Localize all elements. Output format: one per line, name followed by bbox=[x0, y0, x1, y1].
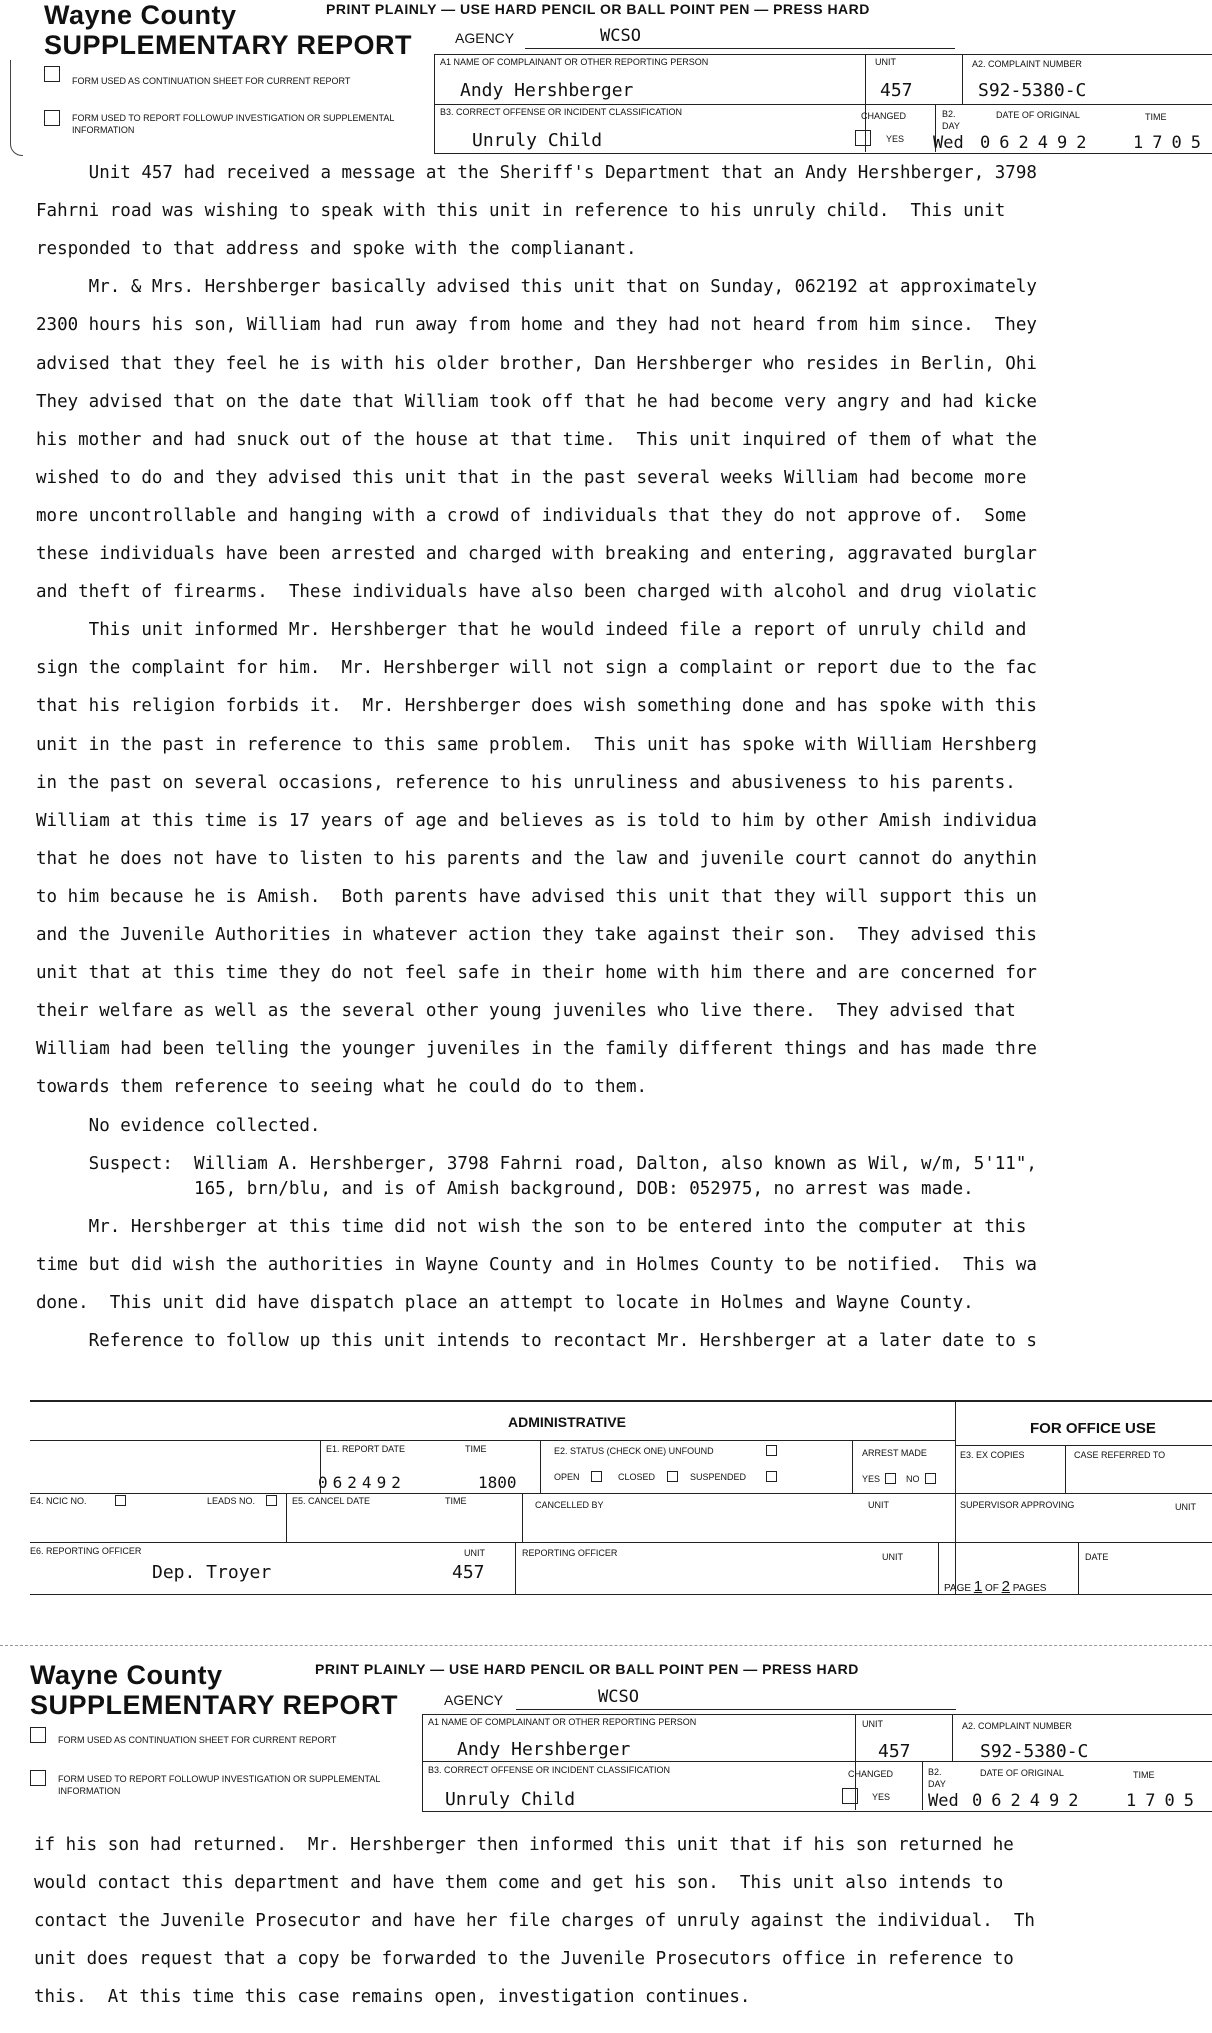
unit-label: UNIT bbox=[875, 57, 896, 67]
report-date-digit: 0 bbox=[318, 1473, 333, 1492]
agency-label: AGENCY bbox=[455, 30, 515, 46]
narrative-line: this. At this time this case remains open, investigation continues. bbox=[34, 1987, 751, 2007]
e1-time-label: TIME bbox=[465, 1444, 487, 1454]
report-title: SUPPLEMENTARY REPORT bbox=[44, 30, 413, 60]
grid-divider bbox=[952, 1714, 953, 1761]
date-digit: 6 bbox=[991, 1791, 1011, 1811]
b3-label: B3. CORRECT OFFENSE OR INCIDENT CLASSIFICATION bbox=[428, 1765, 671, 1775]
narrative-line: in the past on several occasions, reference to his unruliness and abusiveness to his parents. bbox=[36, 772, 1016, 793]
report-title: SUPPLEMENTARY REPORT bbox=[30, 1690, 399, 1720]
day-value: Wed bbox=[933, 133, 964, 153]
followup-checkbox[interactable] bbox=[30, 1770, 46, 1786]
unit-number: 457 bbox=[880, 80, 913, 101]
b3-label: B3. CORRECT OFFENSE OR INCIDENT CLASSIFICATION bbox=[440, 107, 683, 117]
grid-divider bbox=[434, 104, 1212, 105]
page-2 bbox=[0, 1655, 1212, 2033]
closed-label: CLOSED bbox=[618, 1472, 656, 1482]
time-label: TIME bbox=[1145, 112, 1167, 122]
date-digit: 6 bbox=[999, 133, 1019, 153]
continuation-checkbox[interactable] bbox=[44, 66, 60, 82]
offense-classification: Unruly Child bbox=[445, 1789, 576, 1810]
date-digits bbox=[980, 133, 1096, 153]
narrative-line: if his son had returned. Mr. Hershberger then informed this unit that if his son returned he bbox=[34, 1835, 1014, 1855]
narrative-line: to him because he is Amish. Both parents have advised this unit that they will support this un bbox=[36, 886, 1037, 907]
cancel-unit-label: UNIT bbox=[868, 1500, 889, 1510]
admin-divider bbox=[522, 1493, 523, 1542]
narrative-line: responded to that address and spoke with the complianant. bbox=[36, 239, 637, 260]
followup-checkbox[interactable] bbox=[44, 110, 60, 126]
followup-label: FORM USED TO REPORT FOLLOWUP INVESTIGATION OR SUPPLEMENTAL INFORMATION bbox=[72, 113, 395, 135]
time-digit: 1 bbox=[1126, 1791, 1146, 1811]
pages-label: PAGES bbox=[1012, 1583, 1047, 1594]
changed-yes-checkbox[interactable] bbox=[842, 1788, 858, 1804]
continuation-checkbox[interactable] bbox=[30, 1727, 46, 1743]
time-label: TIME bbox=[1133, 1770, 1155, 1780]
complainant-name: Andy Hershberger bbox=[460, 80, 634, 101]
date-digit: 2 bbox=[1018, 133, 1038, 153]
date-digit: 2 bbox=[1076, 133, 1096, 153]
case-referred-label: CASE REFERRED TO bbox=[1074, 1450, 1166, 1460]
admin-divider bbox=[1065, 1445, 1066, 1493]
e3-label: E3. EX COPIES bbox=[960, 1450, 1025, 1460]
a1-label: A1 NAME OF COMPLAINANT OR OTHER REPORTING PERSON bbox=[440, 57, 709, 67]
changed-yes-label: YES bbox=[886, 134, 905, 144]
offense-classification: Unruly Child bbox=[472, 130, 603, 151]
date-digit: 0 bbox=[972, 1791, 992, 1811]
day-label: DAY bbox=[928, 1779, 946, 1789]
date-digit: 9 bbox=[1057, 133, 1077, 153]
unit-label: UNIT bbox=[862, 1719, 883, 1729]
time-digit: 5 bbox=[1183, 1791, 1203, 1811]
narrative-line: Reference to follow up this unit intends to recontact Mr. Hershberger at a later date to s bbox=[36, 1331, 1037, 1352]
date-digit: 4 bbox=[1029, 1791, 1049, 1811]
reporting-officer-name: Dep. Troyer bbox=[152, 1562, 272, 1583]
unit-number: 457 bbox=[878, 1741, 911, 1762]
report-time: 1800 bbox=[478, 1473, 517, 1492]
e2-label: E2. STATUS (CHECK ONE) UNFOUND bbox=[554, 1446, 714, 1456]
b2-label: B2. bbox=[928, 1767, 942, 1777]
agency-underline bbox=[525, 48, 955, 49]
narrative-line: Suspect: William A. Hershberger, 3798 Fahrni road, Dalton, also known as Wil, w/m, 5'11", bbox=[36, 1153, 1037, 1174]
time-digit: 5 bbox=[1190, 133, 1210, 153]
grid-divider bbox=[422, 1761, 1212, 1762]
admin-divider bbox=[1078, 1542, 1079, 1594]
time-digit: 0 bbox=[1164, 1791, 1184, 1811]
b2-label: B2. bbox=[942, 109, 956, 119]
narrative-line: unit that at this time they do not feel safe in their home with him there and are concerned for bbox=[36, 963, 1037, 984]
narrative-line: advised that they feel he is with his older brother, Dan Hershberger who resides in Berlin, Ohi bbox=[36, 353, 1037, 374]
time-digit: 0 bbox=[1171, 133, 1191, 153]
narrative-line: Mr. & Mrs. Hershberger basically advised this unit that on Sunday, 062192 at approximately bbox=[36, 277, 1037, 298]
handwritten-bracket bbox=[10, 60, 23, 156]
narrative-line: that he does not have to listen to his parents and the law and juvenile court cannot do anythin bbox=[36, 848, 1037, 869]
narrative-line: Fahrni road was wishing to speak with this unit in reference to his unruly child. This unit bbox=[36, 201, 1006, 222]
date-digit: 0 bbox=[980, 133, 1000, 153]
date-digit: 2 bbox=[1010, 1791, 1030, 1811]
narrative-line: contact the Juvenile Prosecutor and have her file charges of unruly against the individual. Th bbox=[34, 1911, 1035, 1931]
admin-divider bbox=[30, 1440, 955, 1441]
grid-divider bbox=[922, 1761, 923, 1810]
narrative-line: wished to do and they advised this unit that in the past several weeks William had become more bbox=[36, 467, 1027, 488]
continuation-label: FORM USED AS CONTINUATION SHEET FOR CURRENT REPORT bbox=[58, 1735, 337, 1745]
grid-divider bbox=[962, 54, 963, 104]
narrative-line: unit does request that a copy be forwarded to the Juvenile Prosecutors office in reference to bbox=[34, 1949, 1014, 1969]
agency-value: WCSO bbox=[600, 26, 641, 46]
county-name: Wayne County bbox=[30, 1660, 223, 1690]
admin-divider bbox=[852, 1440, 853, 1493]
arrest-no-label: NO bbox=[906, 1474, 920, 1484]
page-separator bbox=[0, 1645, 1212, 1646]
narrative-line: and the Juvenile Authorities in whatever action they take against their son. They advised this bbox=[36, 925, 1037, 945]
narrative-line: sign the complaint for him. Mr. Hershberger will not sign a complaint or report due to the fac bbox=[36, 658, 1037, 679]
complaint-number: S92-5380-C bbox=[978, 80, 1087, 101]
report-date-digits bbox=[318, 1473, 406, 1492]
date-original-label: DATE OF ORIGINAL bbox=[980, 1768, 1064, 1778]
date-digit: 9 bbox=[1049, 1791, 1069, 1811]
page-count bbox=[944, 1578, 1046, 1595]
agency-underline bbox=[516, 1709, 956, 1710]
reporting-officer-label: REPORTING OFFICER bbox=[522, 1548, 618, 1558]
arrest-yes-checkbox[interactable] bbox=[885, 1473, 896, 1484]
day-label: DAY bbox=[942, 121, 960, 131]
narrative-line: Unit 457 had received a message at the Sheriff's Department that an Andy Hershberger, 3798 bbox=[36, 163, 1037, 183]
e5-label: E5. CANCEL DATE bbox=[292, 1496, 371, 1506]
changed-label: CHANGED bbox=[848, 1769, 894, 1779]
changed-yes-label: YES bbox=[872, 1792, 891, 1802]
e1-label: E1. REPORT DATE bbox=[326, 1444, 406, 1454]
time-digit: 7 bbox=[1145, 1791, 1165, 1811]
admin-divider bbox=[955, 1445, 1212, 1446]
county-name: Wayne County bbox=[44, 0, 237, 30]
e4-label: E4. NCIC NO. bbox=[30, 1496, 87, 1506]
narrative-line: his mother and had snuck out of the house at that time. This unit inquired of them of what the bbox=[36, 429, 1037, 450]
office-use-title: FOR OFFICE USE bbox=[1030, 1420, 1156, 1437]
day-value: Wed bbox=[928, 1791, 959, 1811]
admin-divider bbox=[30, 1542, 1212, 1543]
followup-label: FORM USED TO REPORT FOLLOWUP INVESTIGATION OR SUPPLEMENTAL INFORMATION bbox=[58, 1774, 381, 1796]
report-date-digit: 6 bbox=[332, 1473, 348, 1492]
reporting-unit-label: UNIT bbox=[882, 1552, 903, 1562]
leads-label: LEADS NO. bbox=[207, 1496, 256, 1506]
time-digit: 1 bbox=[1133, 133, 1153, 153]
open-label: OPEN bbox=[554, 1472, 580, 1482]
narrative-line: their welfare as well as the several other young juveniles who live there. They advised that bbox=[36, 1001, 1016, 1022]
suspended-label: SUSPENDED bbox=[690, 1472, 747, 1482]
open-checkbox[interactable] bbox=[591, 1471, 602, 1482]
a2-label: A2. COMPLAINT NUMBER bbox=[972, 59, 1082, 69]
narrative-line: these individuals have been arrested and charged with breaking and entering, aggravated burglar bbox=[36, 544, 1037, 564]
page-number: 1 bbox=[973, 1578, 983, 1595]
arrest-label: ARREST MADE bbox=[862, 1448, 927, 1458]
a1-label: A1 NAME OF COMPLAINANT OR OTHER REPORTING PERSON bbox=[428, 1717, 697, 1727]
agency-value: WCSO bbox=[598, 1687, 639, 1707]
admin-divider bbox=[540, 1440, 541, 1493]
narrative-line: unit in the past in reference to this same problem. This unit has spoke with William Hershberg bbox=[36, 734, 1037, 755]
cancel-time-label: TIME bbox=[445, 1496, 467, 1506]
unfound-checkbox[interactable] bbox=[766, 1445, 777, 1456]
time-digits bbox=[1133, 133, 1210, 153]
changed-label: CHANGED bbox=[861, 111, 907, 121]
narrative-line: William at this time is 17 years of age and believes as is told to him by other Amish individua bbox=[36, 810, 1037, 831]
admin-office-divider bbox=[955, 1400, 956, 1595]
continuation-label: FORM USED AS CONTINUATION SHEET FOR CURRENT REPORT bbox=[72, 76, 351, 86]
report-date-digit: 9 bbox=[376, 1473, 392, 1492]
leads-checkbox[interactable] bbox=[266, 1495, 277, 1506]
page-total: 2 bbox=[1001, 1578, 1010, 1595]
date-digit: 2 bbox=[1068, 1791, 1088, 1811]
supervisor-label: SUPERVISOR APPROVING bbox=[960, 1500, 1075, 1510]
narrative-line: done. This unit did have dispatch place an attempt to locate in Holmes and Wayne County. bbox=[36, 1293, 974, 1313]
officer-unit: 457 bbox=[452, 1562, 485, 1583]
narrative-line: 2300 hours his son, William had run away from home and they had not heard from him since. They bbox=[36, 315, 1037, 336]
of-label: OF bbox=[984, 1583, 999, 1594]
report-date-digit: 2 bbox=[347, 1473, 362, 1492]
narrative-line: William had been telling the younger juveniles in the family different things and has made thre bbox=[36, 1039, 1037, 1060]
admin-divider bbox=[515, 1542, 516, 1594]
report-header-page-2 bbox=[0, 1655, 1212, 1815]
date-digits bbox=[972, 1791, 1088, 1811]
report-date-digit: 4 bbox=[361, 1473, 377, 1492]
narrative-line: Mr. Hershberger at this time did not wish the son to be entered into the computer at this bbox=[36, 1216, 1027, 1237]
date-original-label: DATE OF ORIGINAL bbox=[996, 110, 1080, 120]
complaint-number: S92-5380-C bbox=[980, 1741, 1089, 1762]
time-digit: 7 bbox=[1152, 133, 1172, 153]
narrative-line: towards them reference to seeing what he could do to them. bbox=[36, 1077, 648, 1098]
report-header bbox=[0, 0, 1212, 160]
time-digits bbox=[1126, 1791, 1203, 1811]
admin-divider bbox=[286, 1493, 287, 1542]
agency-label: AGENCY bbox=[444, 1692, 504, 1708]
arrest-no-checkbox[interactable] bbox=[925, 1473, 936, 1484]
narrative-line: would contact this department and have them come and get his son. This unit also intends to bbox=[34, 1873, 1004, 1893]
narrative-line: This unit informed Mr. Hershberger that he would indeed file a report of unruly child and bbox=[36, 620, 1027, 641]
arrest-yes-label: YES bbox=[862, 1474, 881, 1484]
cancelled-by-label: CANCELLED BY bbox=[535, 1500, 604, 1510]
supervisor-unit-label: UNIT bbox=[1175, 1502, 1196, 1512]
officer-unit-label: UNIT bbox=[464, 1548, 485, 1558]
narrative-line: more uncontrollable and hanging with a crowd of individuals that they do not approve of. Some bbox=[36, 505, 1027, 526]
narrative-line: time but did wish the authorities in Wayne County and in Holmes County to be notified. This wa bbox=[36, 1254, 1037, 1275]
suspended-checkbox[interactable] bbox=[766, 1471, 777, 1482]
e6-label: E6. REPORTING OFFICER bbox=[30, 1546, 142, 1556]
office-date-label: DATE bbox=[1085, 1552, 1109, 1562]
date-digit: 4 bbox=[1037, 133, 1057, 153]
admin-divider bbox=[938, 1542, 939, 1594]
narrative-line: that his religion forbids it. Mr. Hershberger does wish something done and has spoke with this bbox=[36, 696, 1037, 717]
admin-top-rule bbox=[30, 1400, 1212, 1402]
print-instruction: PRINT PLAINLY — USE HARD PENCIL OR BALL POINT PEN — PRESS HARD bbox=[315, 1661, 859, 1677]
closed-checkbox[interactable] bbox=[667, 1471, 678, 1482]
narrative-line: and theft of firearms. These individuals have also been charged with alcohol and drug violatic bbox=[36, 582, 1037, 603]
changed-yes-checkbox[interactable] bbox=[855, 130, 871, 146]
admin-divider bbox=[30, 1493, 1212, 1494]
a2-label: A2. COMPLAINT NUMBER bbox=[962, 1721, 1072, 1731]
administrative-title: ADMINISTRATIVE bbox=[508, 1414, 626, 1430]
narrative-line: No evidence collected. bbox=[36, 1115, 321, 1136]
page-label: PAGE bbox=[944, 1583, 972, 1594]
ncic-checkbox[interactable] bbox=[115, 1495, 126, 1506]
complainant-name: Andy Hershberger bbox=[457, 1739, 631, 1760]
narrative-line: 165, brn/blu, and is of Amish background, DOB: 052975, no arrest was made. bbox=[36, 1178, 974, 1199]
narrative-line: They advised that on the date that William took off that he had become very angry and had kicke bbox=[36, 391, 1037, 412]
report-date-digit: 2 bbox=[391, 1473, 406, 1492]
print-instruction: PRINT PLAINLY — USE HARD PENCIL OR BALL POINT PEN — PRESS HARD bbox=[326, 1, 870, 17]
